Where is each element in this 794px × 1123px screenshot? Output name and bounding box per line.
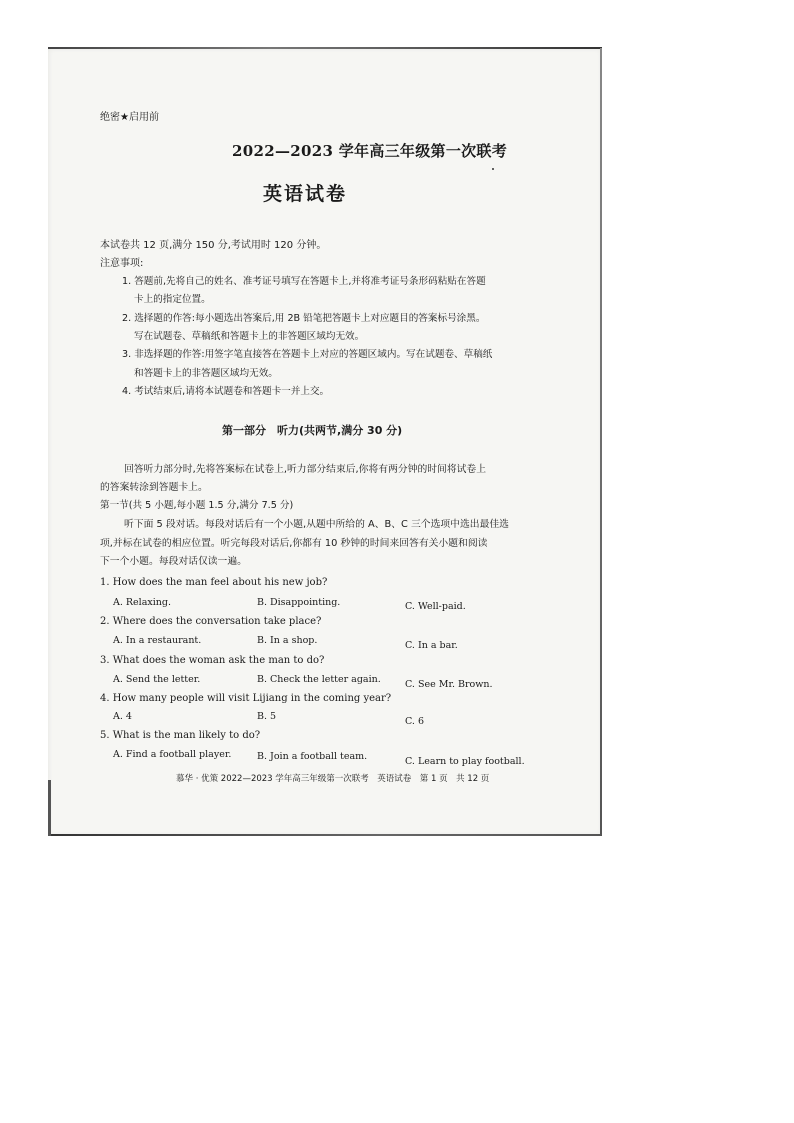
section1-instructions-line-2: 项,并标在试卷的相应位置。听完每段对话后,你都有 10 秒钟的时间来回答有关小题和阅读 xyxy=(100,538,488,549)
note-4: 4. 考试结束后,请将本试题卷和答题卡一并上交。 xyxy=(122,386,330,397)
classification-label: 绝密★启用前 xyxy=(100,112,159,123)
scan-edge-bottom xyxy=(48,834,602,836)
part1-intro-line-1: 回答听力部分时,先将答案标在试卷上,听力部分结束后,你将有两分钟的时间将试卷上 xyxy=(124,464,487,475)
exam-summary: 本试卷共 12 页,满分 150 分,考试用时 120 分钟。 xyxy=(100,240,327,251)
note-2-line-2: 写在试题卷、草稿纸和答题卡上的非答题区域均无效。 xyxy=(134,331,365,342)
question-5-option-b: B. Join a football team. xyxy=(257,751,368,762)
section1-instructions-line-1: 听下面 5 段对话。每段对话后有一个小题,从题中所给的 A、B、C 三个选项中选出最佳选 xyxy=(124,519,509,530)
subject-title: 英语试卷 xyxy=(263,183,348,205)
note-3-line-1: 3. 非选择题的作答:用签字笔直接答在答题卡上对应的答题区域内。写在试题卷、草稿纸 xyxy=(122,349,493,360)
note-1-line-1: 1. 答题前,先将自己的姓名、准考证号填写在答题卡上,并将准考证号条形码粘贴在答题 xyxy=(122,276,486,287)
question-5-option-a: A. Find a football player. xyxy=(113,749,232,760)
question-4-option-b: B. 5 xyxy=(257,711,277,722)
scan-edge-top xyxy=(48,47,602,49)
question-5: 5. What is the man likely to do? xyxy=(100,730,261,741)
note-2-line-1: 2. 选择题的作答:每小题选出答案后,用 2B 铅笔把答题卡上对应题目的答案标号涂黑。 xyxy=(122,313,486,324)
question-1: 1. How does the man feel about his new job? xyxy=(100,577,328,588)
question-3-option-a: A. Send the letter. xyxy=(113,674,201,685)
question-4: 4. How many people will visit Lijiang in the coming year? xyxy=(100,693,392,704)
question-3-option-b: B. Check the letter again. xyxy=(257,674,381,685)
speck xyxy=(492,168,494,170)
question-4-option-c: C. 6 xyxy=(405,716,425,727)
question-1-option-b: B. Disappointing. xyxy=(257,597,341,608)
question-2-option-b: B. In a shop. xyxy=(257,635,318,646)
question-4-option-a: A. 4 xyxy=(113,711,132,722)
section1-heading: 第一节(共 5 小题,每小题 1.5 分,满分 7.5 分) xyxy=(100,500,294,511)
notes-heading: 注意事项: xyxy=(100,258,144,269)
question-3-option-c: C. See Mr. Brown. xyxy=(405,679,493,690)
section1-instructions-line-3: 下一个小题。每段对话仅读一遍。 xyxy=(100,556,247,567)
note-1-line-2: 卡上的指定位置。 xyxy=(134,294,211,305)
question-1-option-c: C. Well-paid. xyxy=(405,601,466,612)
question-2-option-a: A. In a restaurant. xyxy=(113,635,202,646)
question-3: 3. What does the woman ask the man to do? xyxy=(100,655,325,666)
note-3-line-2: 和答题卡上的非答题区域均无效。 xyxy=(134,368,278,379)
page-footer: 慕华 · 优策 2022—2023 学年高三年级第一次联考 英语试卷 第 1 页 共 12 页 xyxy=(176,774,490,784)
question-5-option-c: C. Learn to play football. xyxy=(405,756,525,767)
question-2-option-c: C. In a bar. xyxy=(405,640,458,651)
scan-edge-left xyxy=(48,780,51,836)
exam-title: 2022—2023 学年高三年级第一次联考 xyxy=(232,142,508,160)
part1-intro-line-2: 的答案转涂到答题卡上。 xyxy=(100,482,208,493)
question-2: 2. Where does the conversation take place? xyxy=(100,616,322,627)
question-1-option-a: A. Relaxing. xyxy=(113,597,171,608)
part1-heading: 第一部分 听力(共两节,满分 30 分) xyxy=(222,424,403,437)
scan-edge-right xyxy=(600,48,602,836)
